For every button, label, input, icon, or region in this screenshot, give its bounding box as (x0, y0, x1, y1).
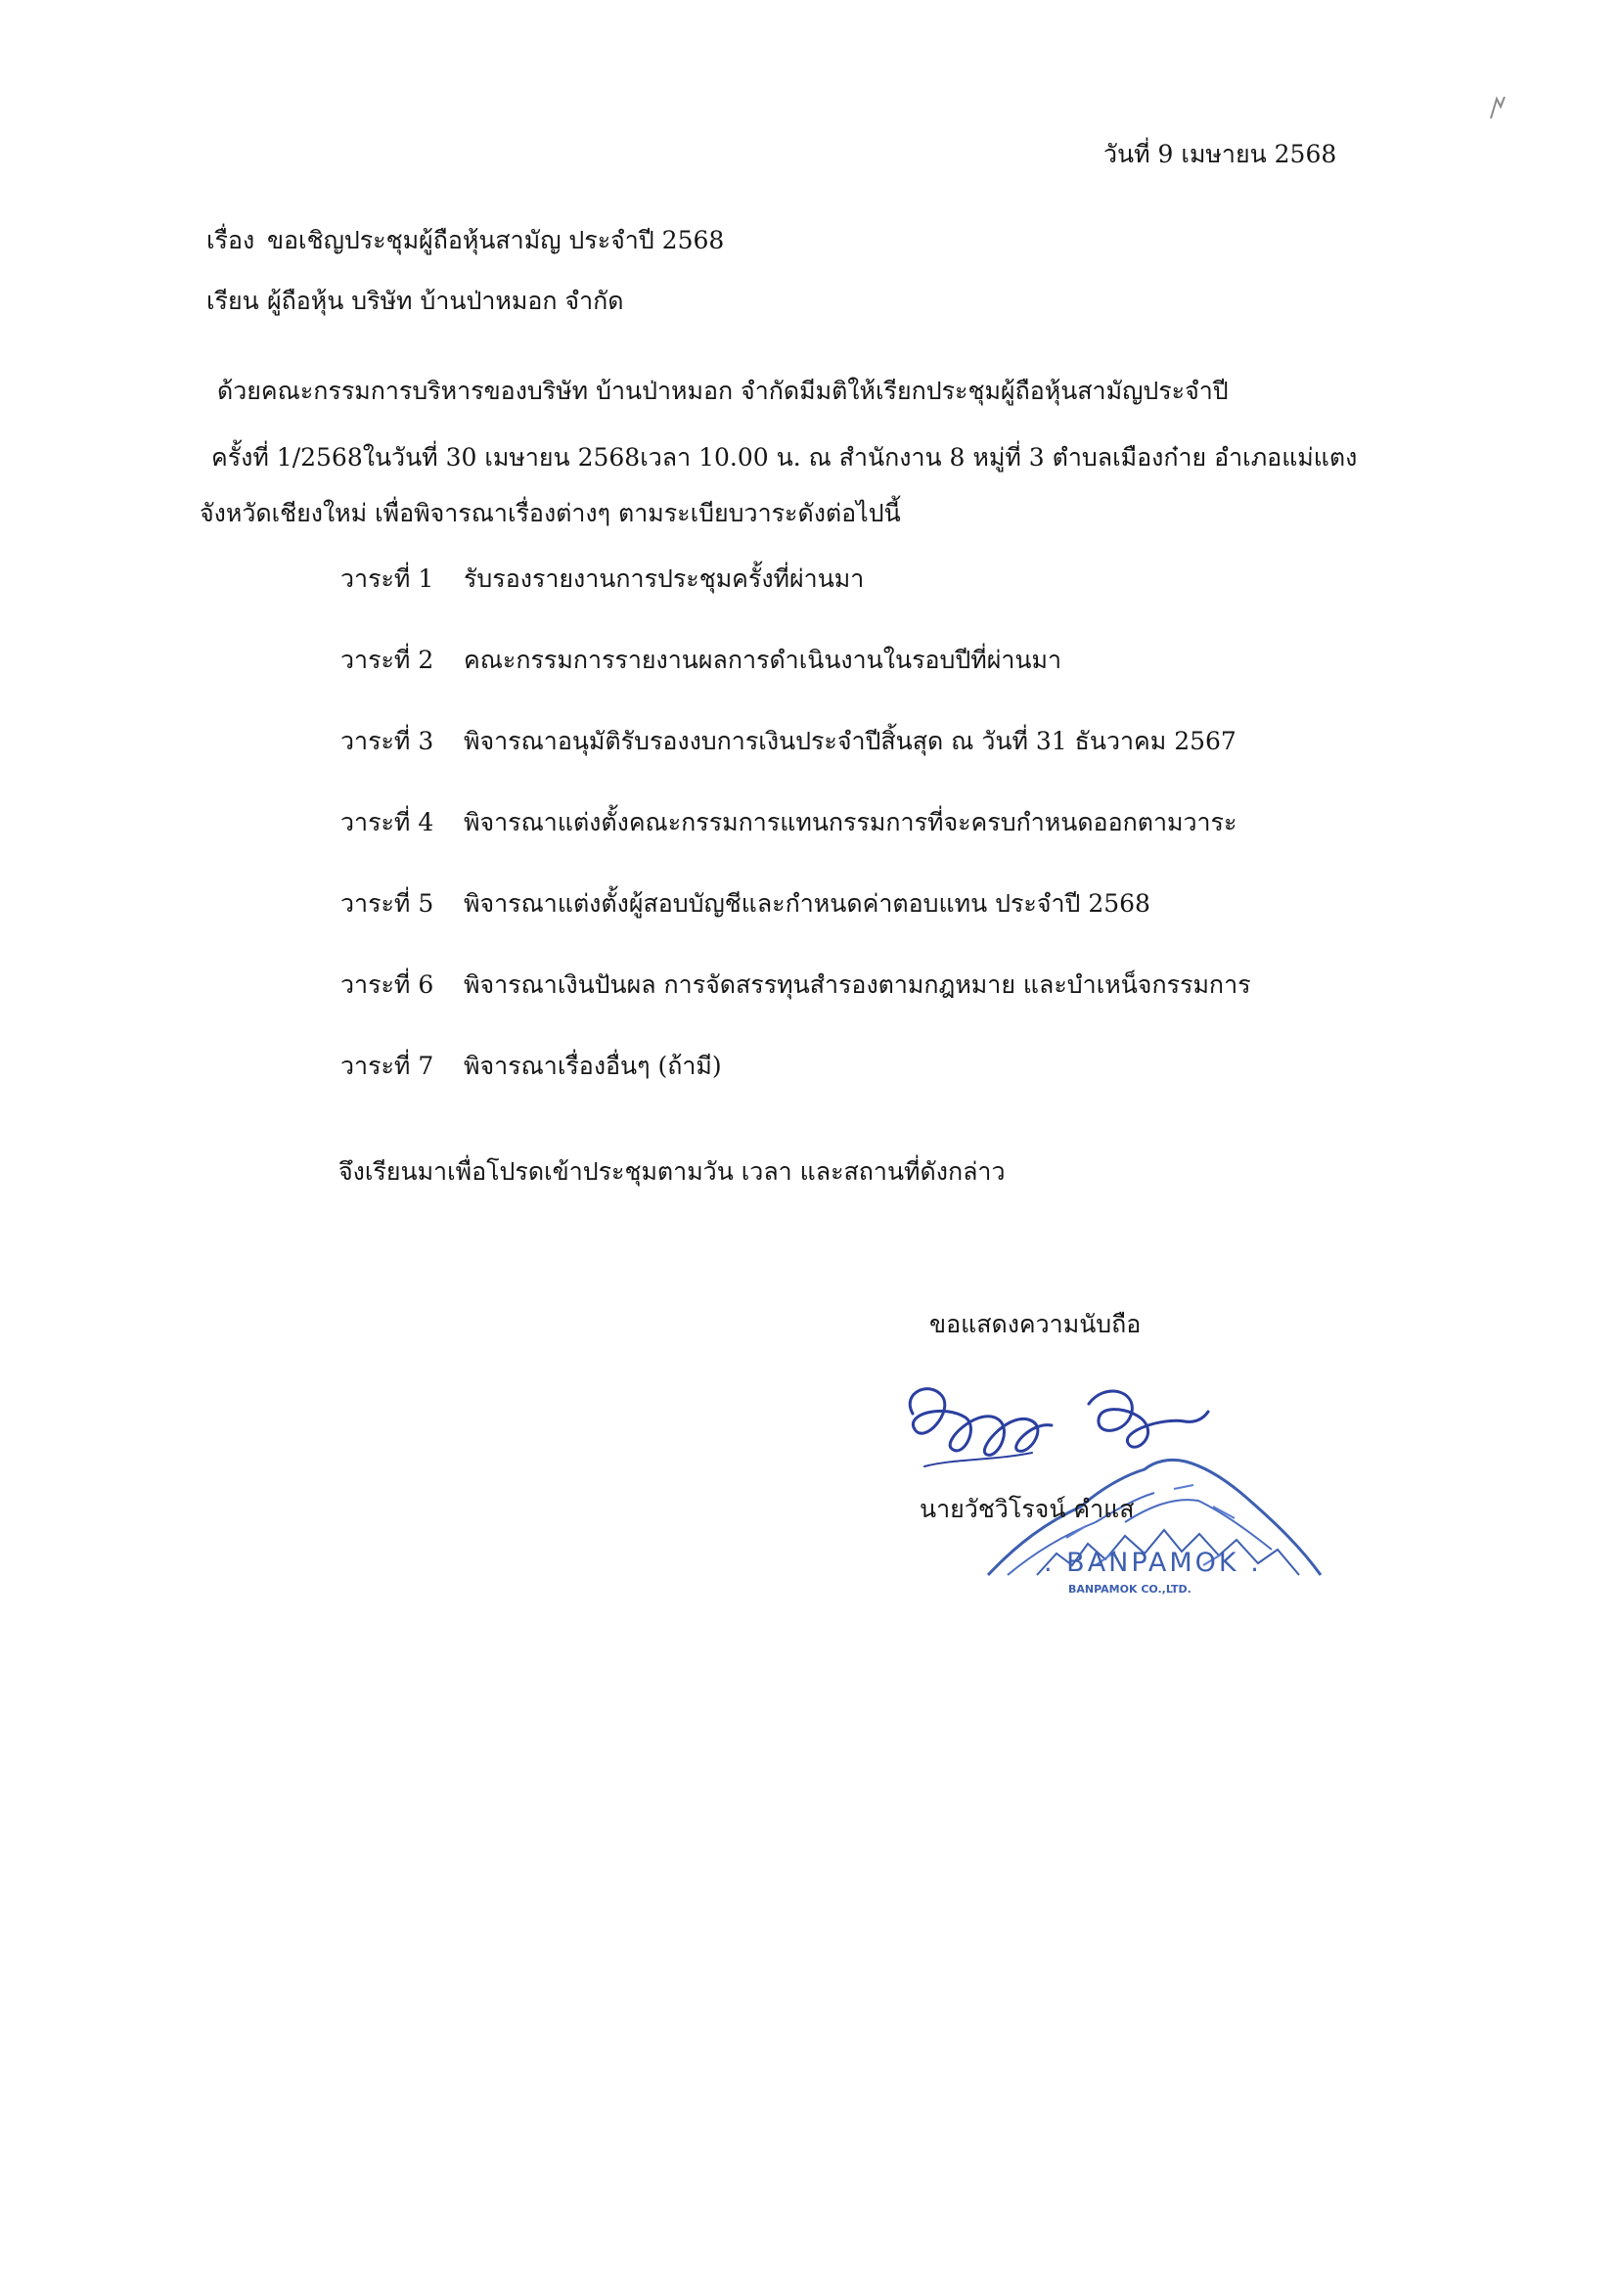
agenda-text: พิจารณาเรื่องอื่นๆ (ถ้ามี) (464, 1052, 722, 1080)
agenda-item (340, 724, 1417, 805)
seal-brand-text: . BANPAMOK . (1044, 1548, 1262, 1578)
agenda-text: พิจารณาอนุมัติรับรองงบการเงินประจำปีสิ้นสุด ณ วันที่ 31 ธันวาคม 2567 (464, 727, 1237, 755)
agenda-list (340, 562, 1417, 1130)
subject-line (206, 223, 724, 258)
agenda-number: วาระที่ 1 (340, 564, 434, 593)
agenda-item (340, 805, 1417, 886)
agenda-text: รับรองรายงานการประชุมครั้งที่ผ่านมา (464, 564, 865, 593)
agenda-text: พิจารณาแต่งตั้งคณะกรรมการแทนกรรมการที่จะครบกำหนดออกตามวาระ (464, 808, 1237, 836)
letter-date: วันที่ 9 เมษายน 2568 (1103, 140, 1337, 168)
agenda-item (340, 886, 1417, 968)
agenda-text: พิจารณาแต่งตั้งผู้สอบบัญชีและกำหนดค่าตอบแทน ประจำปี 2568 (464, 889, 1150, 918)
subject-text: ขอเชิญประชุมผู้ถือหุ้นสามัญ ประจำปี 2568 (266, 226, 725, 254)
closing-line: จึงเรียนมาเพื่อโปรดเข้าประชุมตามวัน เวลา และสถานที่ดังกล่าว (338, 1157, 1006, 1186)
paper-speck (1487, 93, 1508, 122)
agenda-item (340, 1049, 1417, 1130)
seal-company-text: BANPAMOK CO.,LTD. (1068, 1583, 1192, 1596)
agenda-item (340, 968, 1417, 1049)
recipient-label: เรียน (206, 287, 259, 315)
agenda-item (340, 643, 1417, 724)
agenda-text: คณะกรรมการรายงานผลการดำเนินงานในรอบปีที่ผ่านมา (464, 646, 1062, 674)
agenda-number: วาระที่ 6 (340, 970, 434, 999)
agenda-text: พิจารณาเงินปันผล การจัดสรรทุนสำรองตามกฎหมาย และบำเหน็จกรรมการ (464, 970, 1251, 999)
body-line: จังหวัดเชียงใหม่ เพื่อพิจารณาเรื่องต่างๆ ตามระเบียบวาระดังต่อไปนี้ (200, 499, 901, 527)
agenda-number: วาระที่ 3 (340, 727, 434, 755)
agenda-number: วาระที่ 7 (340, 1052, 434, 1080)
handwritten-signature (885, 1365, 1218, 1502)
agenda-number: วาระที่ 4 (340, 808, 434, 836)
body-line: ครั้งที่ 1/2568ในวันที่ 30 เมษายน 2568เวลา 10.00 น. ณ สำนักงาน 8 หมู่ที่ 3 ตำบลเมืองก๋าย อำเภอแม่แตง (211, 443, 1358, 472)
recipient-text: ผู้ถือหุ้น บริษัท บ้านป่าหมอก จำกัด (266, 287, 624, 315)
agenda-number: วาระที่ 2 (340, 646, 434, 674)
body-line: ด้วยคณะกรรมการบริหารของบริษัท บ้านป่าหมอก จำกัดมีมติให้เรียกประชุมผู้ถือหุ้นสามัญประจำปี (217, 377, 1229, 405)
agenda-number: วาระที่ 5 (340, 889, 434, 918)
agenda-item (340, 562, 1417, 643)
subject-label: เรื่อง (206, 226, 255, 254)
signer-name: นายวัชวิโรจน์ คำแส (920, 1495, 1135, 1523)
regards-line: ขอแสดงความนับถือ (929, 1310, 1142, 1338)
recipient-line (206, 284, 624, 319)
